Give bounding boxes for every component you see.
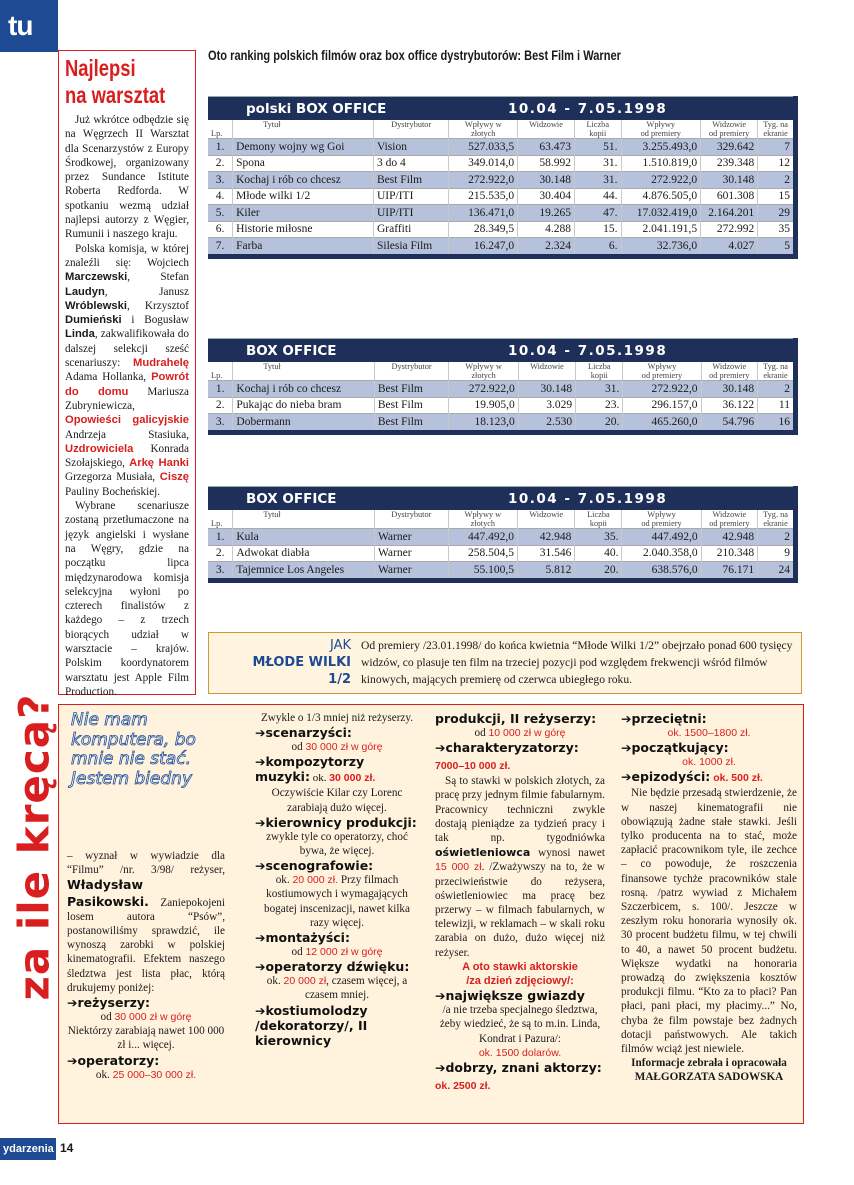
table-cell: 30.148	[518, 381, 575, 398]
table-cell: 136.471,0	[449, 205, 518, 222]
table-cell: Vision	[373, 139, 448, 156]
credit-line: Informacje zebrała i opracowała	[631, 1057, 787, 1070]
table-cell: 215.535,0	[449, 188, 518, 205]
table-cell: 42.948	[518, 529, 575, 546]
table-cell: Silesia Film	[373, 238, 448, 255]
table-title: BOX OFFICE	[246, 343, 337, 359]
table-cell: Kiler	[233, 205, 374, 222]
heading-dobrzy-aktorzy: ➔dobrzy, znani aktorzy: ok. 2500 zł.	[435, 1060, 602, 1093]
table-title: BOX OFFICE	[246, 491, 337, 507]
table-cell: UIP/ITI	[373, 205, 448, 222]
table-cell: 11	[758, 397, 793, 414]
sidebar-paragraph-3: Wybrane scenariusze zostaną przetłumaczone na język angielski i wysłane na Węgry, gdzie na początku lipca międzynarodowa komisja selekcyjna wyłoni po czterech finalistów z każdego – z trzech biorących udział w warsztacie – krajów. Polskim koordynatorem warsztatu jest Apple Film Production.	[65, 500, 189, 698]
table-cell: 2.040.358,0	[622, 545, 701, 562]
table-cell: 31.546	[518, 545, 575, 562]
table-cell: Historie miłosne	[233, 221, 374, 238]
table-cell: 7	[758, 139, 793, 156]
rez-note: Niektórzy zarabiają nawet 100 000 zł i... więcej.	[67, 1025, 225, 1052]
table-cell: 31.	[574, 172, 621, 189]
table-cell: 2	[758, 529, 793, 546]
table-cell: 44.	[574, 188, 621, 205]
sidebar-paragraph-1: Już wkrótce odbędzie się na Węgrzech II Warsztat dla Scenarzystów z Europy Środkowej, organizowany przez Sundance Istitute Roberta Redforda. W spotkaniu wezmą udział najlepsi autorzy z Węgier, Rumunii i naszego kraju.	[65, 114, 189, 241]
table	[208, 120, 793, 254]
heading-scenografowie: ➔scenografowie:	[255, 858, 374, 874]
table-cell: 6.	[208, 221, 233, 238]
table-cell: 15	[758, 188, 793, 205]
table-cell: 527.033,5	[449, 139, 518, 156]
table-cell: Best Film	[374, 397, 449, 414]
table-cell: 3 do 4	[373, 155, 448, 172]
ranking-headline: Oto ranking polskich filmów oraz box office dystrybutorów: Best Film i Warner	[208, 48, 621, 63]
table-cell: 272.922,0	[449, 172, 518, 189]
table-row	[208, 529, 793, 546]
table-cell: 47.	[574, 205, 621, 222]
table-cell: Farba	[233, 238, 374, 255]
table-cell: 601.308	[701, 188, 758, 205]
box-office-table	[208, 96, 798, 259]
table-cell: Best Film	[374, 414, 449, 431]
table-cell: 3.029	[518, 397, 575, 414]
table-row	[208, 155, 793, 172]
table-cell: 19.905,0	[449, 397, 518, 414]
table-cell: 447.492,0	[622, 529, 701, 546]
heading-rezyserzy: ➔reżyserzy:	[67, 995, 151, 1011]
sidebar-paragraph-2: Polska komisja, w której znaleźli się: Wojciech Marczewski, Stefan Laudyn, Janusz Wróblewski, Krzysztof Dumieński i Bogusław Linda, zakwalifikowała do dalszej selekcji sześć scenariuszy: Mudrahelę Adama Hollanka, Powrót do domu Mariusza Zubryniewicza, Opowieści galicyjskie Andrzeja Stasiuka, Uzdrowiciela Konrada Szołajskiego, Arkę Hanki Grzegorza Musiała, Ciszę Pauliny Bocheńskiej.	[65, 242, 189, 498]
table-cell: Adwokat diabła	[233, 545, 375, 562]
table-cell: 28.349,5	[449, 221, 518, 238]
table-cell: 20.	[575, 562, 622, 579]
table-cell: 51.	[574, 139, 621, 156]
salary-article	[58, 704, 804, 1124]
table-cell: 19.265	[518, 205, 575, 222]
table-cell: UIP/ITI	[373, 188, 448, 205]
table-dates: 10.04 - 7.05.1998	[508, 343, 668, 359]
heading-poczatkujacy: ➔początkujący:	[621, 740, 729, 756]
table-cell: 40.	[575, 545, 622, 562]
intro-paragraph: – wyznał w wywiadzie dla “Filmu” /nr. 3/98/ reżyser, Władysław Pasikowski. Zaniepokojeni losem autora “Psów”, postanowiliśmy sprawdzić, ile wynoszą zarobki w polskiej kinematografii. Efektem naszego śledztwa jest lista płac, którą drukujemy poniżej:	[67, 850, 225, 994]
table-cell: 30.148	[701, 381, 758, 398]
table-cell: 5.812	[518, 562, 575, 579]
table-row	[208, 188, 793, 205]
table-cell: 296.157,0	[623, 397, 701, 414]
table-row	[208, 139, 793, 156]
article-column-4: ➔przeciętni: ok. 1500–1800 zł. ➔początkujący: ok. 1000 zł. ➔epizodyści: ok. 500 zł. Nie będzie przesadą stwierdzenie, że w naszej kinematografii nie obowiązują żadne stałe stawki. Jeśli tylko producenta na to stać, może zapłacić pracownikom tyle, ile zechce – co powoduje, że roszczenia finansowe tychże pracowników stale rosną. /patrz wywiad z Michałem Szczerbicem, s. 100/. Jeszcze w zeszłym roku honoraria wynosiły ok. 30 procent budżetu filmu, w tej chwili to 40, a nawet 50 procent budżetu. Większe wydatki na honoraria prowadzą do zwiększenia kosztów produkcji filmu. “Kto za to płaci? Pan płaci, pani płaci, my płacimy...” No, chyba że film powstaje bez żadnych dotacji państwowych. Ale takich filmów wciąż jest niewiele. Informacje zebrała i opracowała MAŁGORZATA SADOWSKA	[621, 711, 797, 1084]
table-row	[208, 397, 793, 414]
table-cell: 329.642	[701, 139, 758, 156]
table-cell: 6.	[574, 238, 621, 255]
table	[208, 362, 793, 430]
table-cell: 1.	[208, 139, 233, 156]
pull-quote: Nie mam komputera, bo mnie nie stać. Jestem biedny	[71, 710, 196, 789]
table-dates: 10.04 - 7.05.1998	[508, 491, 668, 507]
table-cell: 1.	[208, 529, 233, 546]
table-cell: 7.	[208, 238, 233, 255]
table-cell: 272.922,0	[623, 381, 701, 398]
table-cell: 210.348	[701, 545, 758, 562]
table-cell: 2	[758, 381, 793, 398]
footer-section-tab: ydarzenia	[0, 1138, 56, 1160]
table-cell: 2.	[208, 397, 233, 414]
table-cell: 24	[758, 562, 793, 579]
table-cell: 9	[758, 545, 793, 562]
table-cell: 349.014,0	[449, 155, 518, 172]
table-cell: 30.404	[518, 188, 575, 205]
heading-kierownicy: ➔kierownicy produkcji:	[255, 814, 417, 830]
table-cell: 63.473	[518, 139, 575, 156]
box-office-table	[208, 486, 798, 583]
heading-kostiumolodzy: ➔kostiumolodzy /dekoratorzy/, II kierownicy	[255, 1002, 368, 1048]
heading-montazysci: ➔montażyści:	[255, 930, 350, 946]
table-cell: 4.876.505,0	[621, 188, 701, 205]
article-column-1	[67, 711, 225, 1082]
table-cell: Młode wilki 1/2	[233, 188, 374, 205]
table-dates: 10.04 - 7.05.1998	[508, 101, 668, 117]
table-header-row: Lp. Tytuł Dystrybutor Wpływy w złotych Widzowie Liczba kopii Wpływy od premiery Widzowie od premiery Tyg. na ekranie	[208, 362, 793, 381]
table-cell: Best Film	[374, 381, 449, 398]
table-cell: 3.	[208, 414, 233, 431]
table-row	[208, 205, 793, 222]
table-title-bar	[208, 338, 793, 362]
table-cell: 31.	[574, 155, 621, 172]
table-cell: Dobermann	[233, 414, 374, 431]
table-cell: 5.	[208, 205, 233, 222]
table-cell: 18.123,0	[449, 414, 518, 431]
jak-label: JAK MŁODE WILKI 1/2	[252, 638, 351, 687]
jak-text: Od premiery /23.01.1998/ do końca kwietnia “Młode Wilki 1/2” obejrzało ponad 600 tysięcy widzów, co plasuje ten film na trzeciej pozycji pod względem frekwencji wśród filmów kinowych, mających premierę od czerwca ubiegłego roku.	[361, 639, 793, 686]
table-cell: 2.	[208, 155, 233, 172]
table-cell: 4.288	[518, 221, 575, 238]
box-office-table	[208, 338, 798, 435]
table-row	[208, 172, 793, 189]
table-cell: Warner	[374, 545, 448, 562]
table-cell: Tajemnice Los Angeles	[233, 562, 375, 579]
table-cell: 272.992	[701, 221, 758, 238]
table-cell: Kula	[233, 529, 375, 546]
table	[208, 510, 793, 578]
section-tab: tu	[0, 0, 58, 52]
article-column-2: Zwykle o 1/3 mniej niż reżyserzy. ➔scenarzyści: od 30 000 zł w górę ➔kompozytorzy muzyki: ok. 30 000 zł. Oczywiście Kilar czy Lorenc zarabiają dużo więcej. ➔kierownicy produkcji: zwykle tyle co operatorzy, choć bywa, że więcej. ➔scenografowie: ok. 20 000 zł. Przy filmach kostiumowych i wymagających bogatej inscenizacji, nawet kilka razy więcej. ➔montażyści: od 12 000 zł w górę ➔operatorzy dźwięku: ok. 20 000 zł, czasem więcej, a czasem mniej. ➔kostiumolodzy /dekoratorzy/, II kierownicy	[255, 711, 419, 1048]
table-cell: 20.	[576, 414, 623, 431]
vertical-title: za ile kręcą?	[9, 693, 59, 1001]
table-cell: 258.504,5	[448, 545, 517, 562]
table-cell: 30.148	[518, 172, 575, 189]
table-cell: 1.510.819,0	[621, 155, 701, 172]
table-cell: 3.	[208, 562, 233, 579]
table-cell: 2.324	[518, 238, 575, 255]
table-row	[208, 414, 793, 431]
table-cell: 31.	[576, 381, 623, 398]
sidebar-title: Najlepsi na warsztat	[65, 55, 166, 108]
table-cell: 58.992	[518, 155, 575, 172]
table-cell: Warner	[374, 529, 448, 546]
c2-intro: Zwykle o 1/3 mniej niż reżyserzy.	[260, 712, 414, 724]
table-cell: 272.922,0	[621, 172, 701, 189]
page-number: 14	[60, 1141, 74, 1155]
heading-przecietni: ➔przeciętni:	[621, 711, 707, 726]
table-cell: Pukając do nieba bram	[233, 397, 374, 414]
table-cell: 36.122	[701, 397, 758, 414]
table-row	[208, 381, 793, 398]
table-cell: 465.260,0	[623, 414, 701, 431]
table-cell: 4.027	[701, 238, 758, 255]
heading-scenarzysci: ➔scenarzyści:	[255, 725, 352, 741]
table-title: polski BOX OFFICE	[246, 101, 387, 117]
article-column-3: produkcji, II reżyserzy: od 10 000 zł w górę ➔charakteryzatorzy: 7000–10 000 zł. Są to stawki w polskich złotych, za pracę przy jednym filmie fabularnym. Pracownicy techniczni zwykle dostają pieniądze za tydzień pracy i tak np. tygodniówka oświetleniowca wynosi nawet 15 000 zł. /Zważywszy na to, że w przeciwieństwie do reżysera, oświetleniowiec ma pracę bez przerwy – w filmach fabularnych, w telewizji, w reklamach – w skali roku zarabia on dużo, dużo więcej niż reżyser. A oto stawki aktorskie /za dzień zdjęciowy/: ➔największe gwiazdy /a nie trzeba specjalnego śledztwa, żeby wiedzieć, że są to m.in. Linda, Kondrat i Pazura/: ok. 1500 dolarów. ➔dobrzy, znani aktorzy: ok. 2500 zł.	[435, 711, 606, 1093]
table-cell: 35	[758, 221, 793, 238]
table-cell: 3.255.493,0	[621, 139, 701, 156]
heading-operatorzy: ➔operatorzy:	[67, 1052, 160, 1068]
heading-produkcji: produkcji, II reżyserzy:	[435, 711, 597, 726]
table-cell: 30.148	[701, 172, 758, 189]
table-cell: 15.	[574, 221, 621, 238]
table-cell: 35.	[575, 529, 622, 546]
jak-mlode-wilki-box	[208, 632, 802, 694]
table-row	[208, 545, 793, 562]
table-cell: 272.922,0	[449, 381, 518, 398]
table-row	[208, 562, 793, 579]
table-cell: 447.492,0	[448, 529, 517, 546]
table-cell: 29	[758, 205, 793, 222]
table-cell: 2	[758, 172, 793, 189]
oper-rate: ok. 25 000–30 000 zł.	[95, 1068, 197, 1081]
table-cell: Warner	[374, 562, 448, 579]
table-cell: 16.247,0	[449, 238, 518, 255]
table-cell: 23.	[576, 397, 623, 414]
author-name: MAŁGORZATA SADOWSKA	[634, 1071, 784, 1084]
table-cell: Best Film	[373, 172, 448, 189]
table-row	[208, 238, 793, 255]
table-title-bar	[208, 486, 793, 510]
table-cell: 55.100,5	[448, 562, 517, 579]
table-cell: 638.576,0	[622, 562, 701, 579]
table-cell: Kochaj i rób co chcesz	[233, 381, 374, 398]
table-cell: 16	[758, 414, 793, 431]
heading-kompozytorzy: ➔kompozytorzy muzyki: ok. 30 000 zł.	[255, 754, 376, 785]
table-title-bar	[208, 96, 793, 120]
table-cell: 1.	[208, 381, 233, 398]
table-cell: 2.530	[518, 414, 575, 431]
table-cell: 2.164.201	[701, 205, 758, 222]
table-cell: Demony wojny wg Goi	[233, 139, 374, 156]
table-cell: 32.736,0	[621, 238, 701, 255]
table-cell: Spona	[233, 155, 374, 172]
table-cell: 42.948	[701, 529, 758, 546]
heading-gwiazdy: ➔największe gwiazdy	[435, 988, 585, 1004]
rez-rate: od 30 000 zł w górę	[100, 1011, 192, 1024]
table-cell: 54.796	[701, 414, 758, 431]
table-cell: 76.171	[701, 562, 758, 579]
table-cell: 17.032.419,0	[621, 205, 701, 222]
heading-operatorzy-dzwieku: ➔operatorzy dźwięku:	[255, 959, 410, 975]
table-header-row: Lp. Tytuł Dystrybutor Wpływy w złotych Widzowie Liczba kopii Wpływy od premiery Widzowie od premiery Tyg. na ekranie	[208, 510, 793, 529]
heading-epizodysci: ➔epizodyści: ok. 500 zł.	[621, 769, 763, 785]
table-cell: 2.041.191,5	[621, 221, 701, 238]
table-header-row: Lp. Tytuł Dystrybutor Wpływy w złotych Widzowie Liczba kopii Wpływy od premiery Widzowie od premiery Tyg. na ekranie	[208, 120, 793, 139]
table-cell: 5	[758, 238, 793, 255]
table-cell: 12	[758, 155, 793, 172]
heading-charakteryzatorzy: ➔charakteryzatorzy: 7000–10 000 zł.	[435, 740, 579, 773]
sidebar-box	[58, 50, 196, 698]
table-cell: 3.	[208, 172, 233, 189]
table-cell: Kochaj i rób co chcesz	[233, 172, 374, 189]
table-cell: 239.348	[701, 155, 758, 172]
table-cell: Graffiti	[373, 221, 448, 238]
table-cell: 2.	[208, 545, 233, 562]
table-row	[208, 221, 793, 238]
table-cell: 4.	[208, 188, 233, 205]
